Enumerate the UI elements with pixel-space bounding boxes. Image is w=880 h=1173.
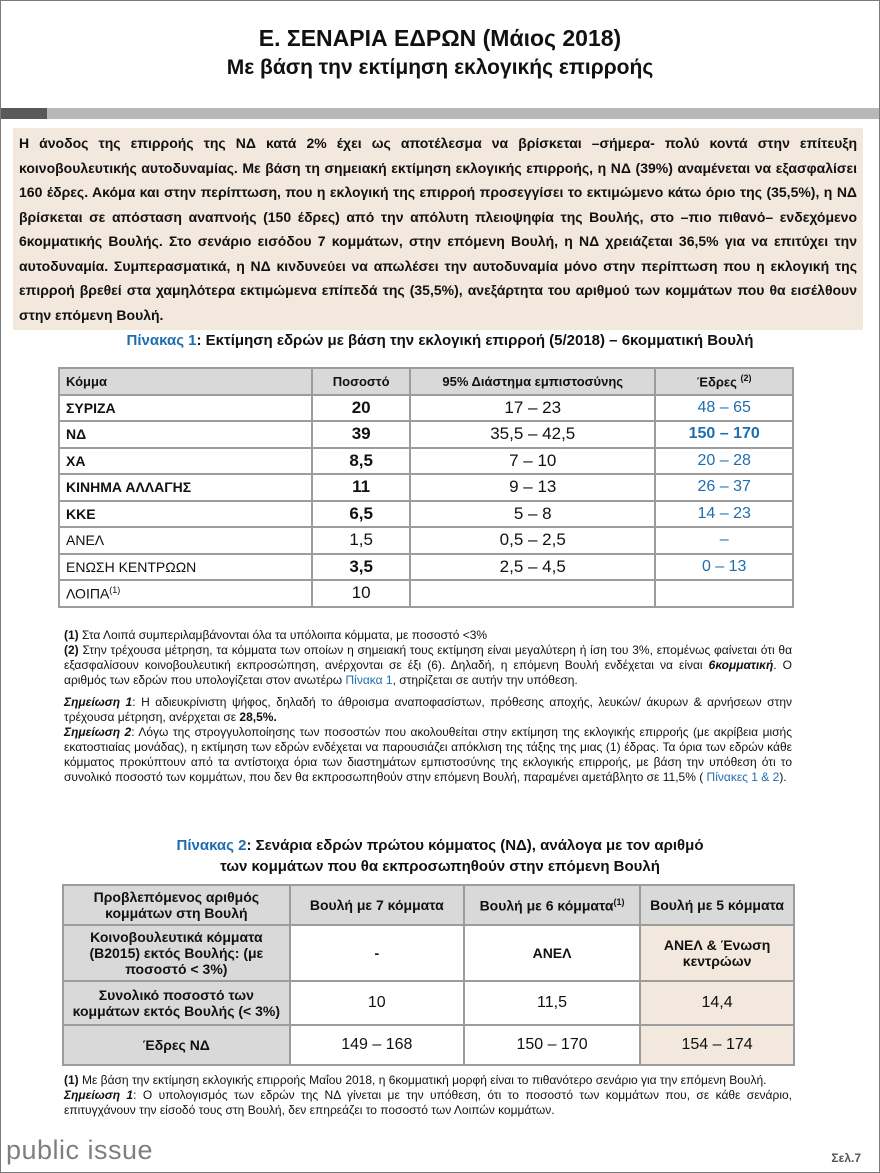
- tables-link[interactable]: Πίνακες 1 & 2: [703, 770, 780, 784]
- cell-7-parties: -: [290, 925, 464, 981]
- header-seats-label: Έδρες: [696, 374, 737, 390]
- party-ci: 5 – 8: [410, 501, 655, 528]
- party-name: ΚΚΕ: [59, 501, 312, 528]
- header-ci: 95% Διάστημα εμπιστοσύνης: [410, 368, 655, 395]
- table1-caption-text: : Εκτίμηση εδρών με βάση την εκλογική επιρροή (5/2018) – 6κομματική Βουλή: [196, 332, 754, 349]
- cell-5-parties: ΑΝΕΛ & Ένωση κεντρώων: [640, 925, 794, 981]
- cell-6-parties: ΑΝΕΛ: [464, 925, 640, 981]
- table1-notes: [64, 628, 792, 785]
- header-seats: [655, 368, 793, 395]
- party-seats: 48 – 65: [655, 395, 793, 422]
- note-2: [64, 643, 792, 688]
- party-ci: 9 – 13: [410, 474, 655, 501]
- header-5-parties: Βουλή με 5 κόμματα: [640, 885, 794, 925]
- header-divider-light: [47, 108, 879, 119]
- party-name: ΑΝΕΛ: [59, 527, 312, 554]
- note-2-bold: 6κομματική: [708, 658, 774, 672]
- table-row: [63, 981, 794, 1025]
- party-pct: 10: [312, 580, 410, 607]
- party-name: ΣΥΡΙΖΑ: [59, 395, 312, 422]
- table-row: [59, 527, 793, 554]
- header-divider: [1, 108, 879, 119]
- header-divider-dark: [1, 108, 47, 119]
- party-seats: 20 – 28: [655, 448, 793, 475]
- remark-1: [64, 695, 792, 725]
- party-name: ΝΔ: [59, 421, 312, 448]
- seats-table: [58, 367, 794, 608]
- cell-7-parties: 149 – 168: [290, 1025, 464, 1065]
- party-pct: 11: [312, 474, 410, 501]
- table2-note-1-text: Με βάση την εκτίμηση εκλογικής επιρροής Μαΐου 2018, η 6κομματική μορφή είναι το πιθανότερο σενάριο για την επόμενη Βουλή.: [78, 1073, 767, 1087]
- party-ci: 7 – 10: [410, 448, 655, 475]
- table2-notes: [64, 1073, 792, 1118]
- table2-caption-text: : Σενάρια εδρών πρώτου κόμματος (ΝΔ), ανάλογα με τον αριθμό: [246, 837, 704, 854]
- header-7-parties: Βουλή με 7 κόμματα: [290, 885, 464, 925]
- table-row: [59, 474, 793, 501]
- table-row: [63, 1025, 794, 1065]
- note-2-mark: (2): [64, 643, 79, 657]
- cell-6-parties: 150 – 170: [464, 1025, 640, 1065]
- table-row: [59, 448, 793, 475]
- table2-caption: [1, 835, 879, 877]
- scenario-table: [62, 884, 795, 1066]
- remark-1-value: 28,5%.: [239, 710, 277, 724]
- seats-table-header: [59, 368, 793, 395]
- header-6-parties-label: Βουλή με 6 κόμματα: [479, 897, 614, 914]
- table1-caption-label: Πίνακας 1: [126, 332, 197, 349]
- party-ci: 17 – 23: [410, 395, 655, 422]
- note-2-text-b: . Ο αριθμός των εδρών που υπολογίζεται στον ανωτέρω: [64, 658, 792, 687]
- scenario-table-header: [63, 885, 794, 925]
- remark-1-text: : Η αδιευκρίνιστη ψήφος, δηλαδή το άθροισμα αναποφασίστων, πρόθεσης αποχής, λευκών/ άκυρων & αρνήσεων στην τρέχουσα μέτρηση, ανέρχεται σε: [64, 695, 792, 724]
- table2-note-1: [64, 1073, 792, 1088]
- table-row: [59, 501, 793, 528]
- table-row: [59, 395, 793, 422]
- header-6-parties-footnote: (1): [613, 896, 625, 907]
- party-seats: 0 – 13: [655, 554, 793, 581]
- remark-2: [64, 725, 792, 785]
- page-title: Ε. ΣΕΝΑΡΙΑ ΕΔΡΩΝ (Μάιος 2018): [258, 25, 622, 51]
- table1-link[interactable]: Πίνακα 1: [345, 673, 393, 687]
- note-2-text: Στην τρέχουσα μέτρηση, τα κόμματα των οποίων η σημειακή τους εκτίμηση είναι μεγαλύτερη ή ίση του 3%, επομένως φαίνεται ότι θα εξασφαλίσουν κοινοβουλευτική εκπροσώπηση, ανέρχονται σε έξι (6). Δηλαδή, η επόμενη Βουλή ενδέχεται να είναι: [64, 643, 792, 672]
- party-seats: [655, 580, 793, 607]
- page-number: Σελ.7: [831, 1151, 861, 1165]
- remark-1-label: Σημείωση 1: [64, 695, 133, 709]
- table-row: [59, 580, 793, 607]
- party-pct: 20: [312, 395, 410, 422]
- party-seats: 150 – 170: [655, 421, 793, 448]
- cell-6-parties: 11,5: [464, 981, 640, 1025]
- note-1-text: Στα Λοιπά συμπεριλαμβάνονται όλα τα υπόλοιπα κόμματα, με ποσοστό <3%: [78, 628, 488, 642]
- cell-5-parties: 154 – 174: [640, 1025, 794, 1065]
- party-pct: 39: [312, 421, 410, 448]
- party-ci: 2,5 – 4,5: [410, 554, 655, 581]
- party-seats: 14 – 23: [655, 501, 793, 528]
- header-6-parties: [464, 885, 640, 925]
- row-label: Συνολικό ποσοστό των κομμάτων εκτός Βουλής (< 3%): [63, 981, 290, 1025]
- table2-caption-line1: [1, 835, 879, 856]
- remark-2-text: : Λόγω της στρογγυλοποίησης των ποσοστών που ακολουθείται στην εκτίμηση της εκλογικής επιρροής (με ακρίβεια μισής εκατοστιαίας μονάδας), η εκτίμηση των εδρών ενδέχεται να παρουσιάζει απόκλιση της τάξης της μιας (1) έδρας. Τα όρια των εδρών κάθε κόμματος προκύπτουν από τα αντίστοιχα όρια των διαστημάτων εμπιστοσύνης της εκλογικής επιρροής, με βάση την υπόθεση ότι το συνολικό ποσοστό των κομμάτων, που δεν θα εκπροσωπηθούν στην επόμενη Βουλή, παραμένει αμετάβλητο σε 11,5% (: [64, 725, 793, 784]
- header-seats-footnote: (2): [740, 373, 752, 384]
- party-seats: –: [655, 527, 793, 554]
- party-name: ΕΝΩΣΗ ΚΕΝΤΡΩΩΝ: [59, 554, 312, 581]
- header-label: Προβλεπόμενος αριθμός κομμάτων στη Βουλή: [63, 885, 290, 925]
- summary-box: Η άνοδος της επιρροής της ΝΔ κατά 2% έχει ως αποτέλεσμα να βρίσκεται –σήμερα- πολύ κοντά στην επίτευξη κοινοβουλευτικής αυτοδυναμίας. Με βάση τη σημειακή εκτίμηση εκλογικής επιρροής, η ΝΔ (39%) αναμένεται να εξασφαλίσει 160 έδρες. Ακόμα και στην περίπτωση, που η εκλογική της επιρροή προσεγγίσει το εκτιμώμενο κάτω όριο της (35,5%), η ΝΔ βρίσκεται σε απόσταση αναπνοής (150 έδρες) από την απόλυτη πλειοψηφία της Βουλής, στο –πιο πιθανό– ενδεχόμενο 6κομματικής Βουλής. Στο σενάριο εισόδου 7 κομμάτων, στην επόμενη Βουλή, η ΝΔ χρειάζεται 36,5% για να επιτύχει την αυτοδυναμία. Συμπερασματικά, η ΝΔ κινδυνεύει να απωλέσει την αυτοδυναμία μόνο στην περίπτωση που η εκλογική της επιρροή βρεθεί στα χαμηλότερα εκτιμώμενα επίπεδά της (35,5%), ανεξάρτητα του αριθμού των κομμάτων που θα εισέλθουν στην επόμενη Βουλή.: [13, 128, 863, 330]
- row-label: Έδρες ΝΔ: [63, 1025, 290, 1065]
- party-footnote: (1): [109, 584, 121, 595]
- table1-caption: [1, 332, 879, 349]
- page-subtitle: Με βάση την εκτίμηση εκλογικής επιρροής: [226, 56, 654, 79]
- party-seats: 26 – 37: [655, 474, 793, 501]
- party-name: ΚΙΝΗΜΑ ΑΛΛΑΓΗΣ: [59, 474, 312, 501]
- table2-remark-1-label: Σημείωση 1: [64, 1088, 134, 1102]
- party-pct: 3,5: [312, 554, 410, 581]
- party-name-cell: [59, 580, 312, 607]
- note-1: [64, 628, 792, 643]
- public-issue-logo: public issue: [6, 1135, 154, 1165]
- table2-caption-label: Πίνακας 2: [176, 837, 247, 854]
- remark-2-end: ).: [779, 770, 787, 784]
- table-row: [59, 421, 793, 448]
- remark-2-label: Σημείωση 2: [64, 725, 132, 739]
- table-row: [59, 554, 793, 581]
- header-pct: Ποσοστό: [312, 368, 410, 395]
- party-pct: 6,5: [312, 501, 410, 528]
- table-row: [63, 925, 794, 981]
- party-ci: 0,5 – 2,5: [410, 527, 655, 554]
- note-1-mark: (1): [64, 628, 79, 642]
- row-label: Κοινοβουλευτικά κόμματα (Β2015) εκτός Βουλής: (με ποσοστό < 3%): [63, 925, 290, 981]
- note-2-text-c: , στηρίζεται σε αυτήν την υπόθεση.: [392, 673, 578, 687]
- table2-remark-1: [64, 1088, 792, 1118]
- header-party: Κόμμα: [59, 368, 312, 395]
- party-pct: 8,5: [312, 448, 410, 475]
- table2-note-1-mark: (1): [64, 1073, 79, 1087]
- party-ci: 35,5 – 42,5: [410, 421, 655, 448]
- party-name: ΛΟΙΠΑ: [66, 585, 110, 602]
- party-pct: 1,5: [312, 527, 410, 554]
- party-name: ΧΑ: [59, 448, 312, 475]
- cell-7-parties: 10: [290, 981, 464, 1025]
- table2-caption-line2: των κομμάτων που θα εκπροσωπηθούν στην επόμενη Βουλή: [220, 858, 660, 875]
- cell-5-parties: 14,4: [640, 981, 794, 1025]
- table2-remark-1-text: : Ο υπολογισμός των εδρών της ΝΔ γίνεται με την υπόθεση, ότι το ποσοστό των κομμάτων που, σε κάθε σενάριο, επιτυγχάνουν την είσοδό τους στη Βουλή, δεν επηρεάζει το ποσοστό των Λοιπών κομμάτων.: [64, 1088, 792, 1117]
- party-ci: [410, 580, 655, 607]
